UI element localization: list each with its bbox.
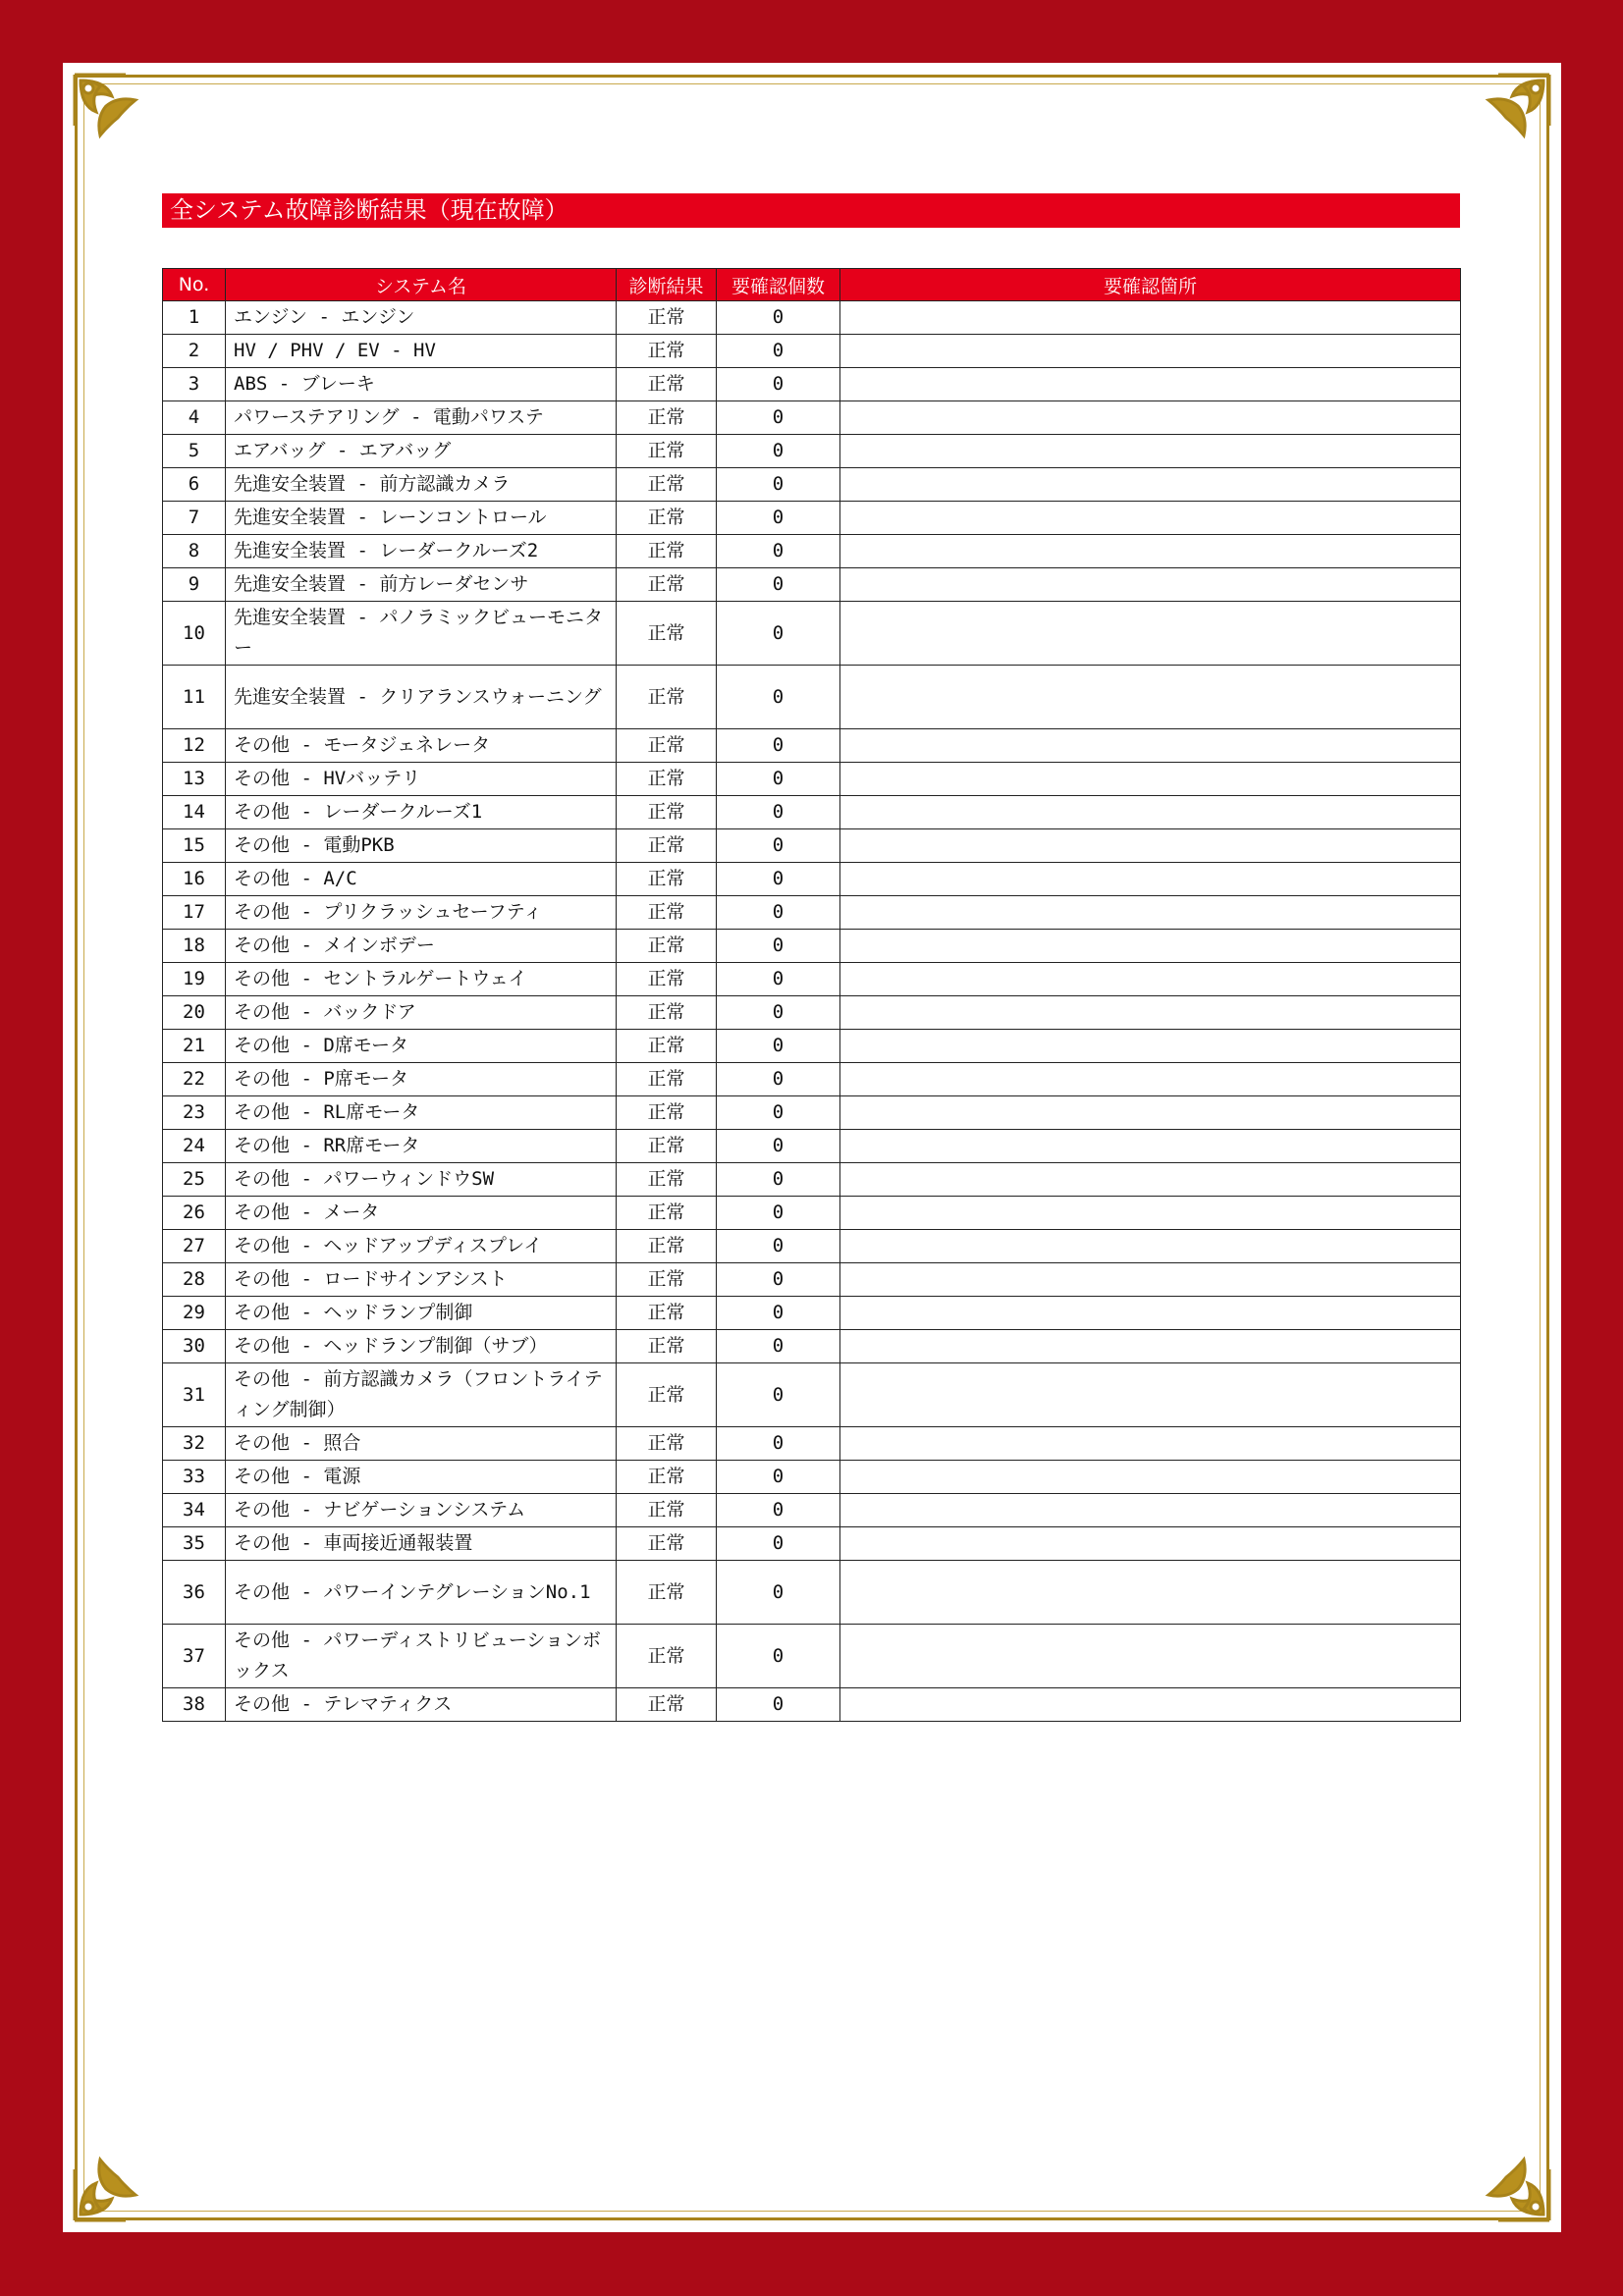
cell-system-name: その他 - A/C xyxy=(226,863,617,896)
cell-check-count: 0 xyxy=(717,729,840,763)
cell-no: 2 xyxy=(163,335,226,368)
table-row xyxy=(163,829,1461,863)
cell-system-name: その他 - パワーディストリビューションボックス xyxy=(226,1625,617,1688)
table-row xyxy=(163,1163,1461,1197)
cell-result: 正常 xyxy=(617,568,717,602)
cell-check-location xyxy=(840,666,1461,729)
table-row xyxy=(163,1063,1461,1096)
cell-system-name: その他 - 前方認識カメラ（フロントライティング制御） xyxy=(226,1363,617,1427)
cell-check-location xyxy=(840,368,1461,401)
header-result: 診断結果 xyxy=(617,269,717,301)
diagnosis-table xyxy=(162,268,1461,1722)
cell-no: 33 xyxy=(163,1461,226,1494)
corner-ornament-icon xyxy=(1467,67,1557,157)
cell-check-location xyxy=(840,1330,1461,1363)
cell-no: 17 xyxy=(163,896,226,930)
cell-no: 35 xyxy=(163,1527,226,1561)
cell-result: 正常 xyxy=(617,502,717,535)
cell-system-name: その他 - セントラルゲートウェイ xyxy=(226,963,617,996)
cell-no: 6 xyxy=(163,468,226,502)
table-row xyxy=(163,963,1461,996)
cell-result: 正常 xyxy=(617,763,717,796)
cell-check-count: 0 xyxy=(717,963,840,996)
cell-system-name: その他 - 電動PKB xyxy=(226,829,617,863)
cell-system-name: その他 - プリクラッシュセーフティ xyxy=(226,896,617,930)
cell-check-count: 0 xyxy=(717,1163,840,1197)
corner-ornament-icon xyxy=(67,67,157,157)
corner-ornament-icon xyxy=(67,2138,157,2228)
cell-result: 正常 xyxy=(617,335,717,368)
cell-check-location xyxy=(840,763,1461,796)
cell-check-count: 0 xyxy=(717,1561,840,1625)
cell-check-count: 0 xyxy=(717,1527,840,1561)
cell-check-location xyxy=(840,1427,1461,1461)
header-system-name: システム名 xyxy=(226,269,617,301)
cell-check-location xyxy=(840,930,1461,963)
cell-result: 正常 xyxy=(617,435,717,468)
cell-check-count: 0 xyxy=(717,1461,840,1494)
cell-check-location xyxy=(840,729,1461,763)
cell-check-location xyxy=(840,1096,1461,1130)
cell-check-count: 0 xyxy=(717,1063,840,1096)
cell-no: 10 xyxy=(163,602,226,666)
cell-result: 正常 xyxy=(617,1527,717,1561)
table-row xyxy=(163,535,1461,568)
cell-result: 正常 xyxy=(617,1130,717,1163)
cell-check-count: 0 xyxy=(717,1330,840,1363)
cell-check-location xyxy=(840,829,1461,863)
cell-check-count: 0 xyxy=(717,930,840,963)
cell-check-location xyxy=(840,335,1461,368)
cell-system-name: その他 - モータジェネレータ xyxy=(226,729,617,763)
cell-result: 正常 xyxy=(617,863,717,896)
cell-check-count: 0 xyxy=(717,1363,840,1427)
cell-system-name: 先進安全装置 - パノラミックビューモニター xyxy=(226,602,617,666)
page-title: 全システム故障診断結果（現在故障） xyxy=(162,193,1460,228)
cell-result: 正常 xyxy=(617,963,717,996)
table-row xyxy=(163,1030,1461,1063)
cell-check-location xyxy=(840,796,1461,829)
cell-check-count: 0 xyxy=(717,568,840,602)
cell-system-name: エアバッグ - エアバッグ xyxy=(226,435,617,468)
cell-result: 正常 xyxy=(617,930,717,963)
table-row xyxy=(163,602,1461,666)
cell-no: 38 xyxy=(163,1688,226,1722)
cell-check-count: 0 xyxy=(717,666,840,729)
table-row xyxy=(163,468,1461,502)
cell-no: 25 xyxy=(163,1163,226,1197)
cell-system-name: その他 - 照合 xyxy=(226,1427,617,1461)
cell-result: 正常 xyxy=(617,1494,717,1527)
cell-check-count: 0 xyxy=(717,1494,840,1527)
cell-check-location xyxy=(840,1561,1461,1625)
cell-check-count: 0 xyxy=(717,1230,840,1263)
cell-check-location xyxy=(840,1197,1461,1230)
cell-system-name: その他 - ヘッドランプ制御（サブ） xyxy=(226,1330,617,1363)
cell-no: 31 xyxy=(163,1363,226,1427)
cell-check-count: 0 xyxy=(717,435,840,468)
cell-check-count: 0 xyxy=(717,1263,840,1297)
cell-system-name: 先進安全装置 - 前方認識カメラ xyxy=(226,468,617,502)
cell-check-location xyxy=(840,1163,1461,1197)
table-row xyxy=(163,368,1461,401)
cell-result: 正常 xyxy=(617,1063,717,1096)
cell-check-count: 0 xyxy=(717,368,840,401)
cell-system-name: その他 - 電源 xyxy=(226,1461,617,1494)
cell-check-location xyxy=(840,1461,1461,1494)
cell-system-name: その他 - バックドア xyxy=(226,996,617,1030)
table-row xyxy=(163,1688,1461,1722)
cell-check-location xyxy=(840,301,1461,335)
table-row xyxy=(163,863,1461,896)
cell-no: 29 xyxy=(163,1297,226,1330)
cell-check-count: 0 xyxy=(717,1688,840,1722)
cell-no: 9 xyxy=(163,568,226,602)
cell-system-name: エンジン - エンジン xyxy=(226,301,617,335)
header-no: No. xyxy=(163,269,226,301)
cell-check-location xyxy=(840,1063,1461,1096)
cell-result: 正常 xyxy=(617,1461,717,1494)
cell-result: 正常 xyxy=(617,796,717,829)
table-row xyxy=(163,1494,1461,1527)
cell-system-name: その他 - RL席モータ xyxy=(226,1096,617,1130)
table-row xyxy=(163,1130,1461,1163)
table-row xyxy=(163,1197,1461,1230)
cell-check-count: 0 xyxy=(717,1096,840,1130)
table-row xyxy=(163,1561,1461,1625)
cell-result: 正常 xyxy=(617,1363,717,1427)
cell-no: 34 xyxy=(163,1494,226,1527)
header-check-count: 要確認個数 xyxy=(717,269,840,301)
cell-check-location xyxy=(840,1688,1461,1722)
cell-system-name: ABS - ブレーキ xyxy=(226,368,617,401)
cell-no: 36 xyxy=(163,1561,226,1625)
cell-system-name: その他 - メータ xyxy=(226,1197,617,1230)
cell-system-name: 先進安全装置 - レーダークルーズ2 xyxy=(226,535,617,568)
cell-no: 24 xyxy=(163,1130,226,1163)
cell-no: 13 xyxy=(163,763,226,796)
cell-no: 4 xyxy=(163,401,226,435)
cell-system-name: その他 - ナビゲーションシステム xyxy=(226,1494,617,1527)
cell-no: 20 xyxy=(163,996,226,1030)
cell-check-location xyxy=(840,1263,1461,1297)
table-row xyxy=(163,996,1461,1030)
cell-no: 30 xyxy=(163,1330,226,1363)
cell-no: 27 xyxy=(163,1230,226,1263)
cell-result: 正常 xyxy=(617,896,717,930)
cell-result: 正常 xyxy=(617,301,717,335)
cell-check-location xyxy=(840,502,1461,535)
cell-check-location xyxy=(840,963,1461,996)
table-row xyxy=(163,1427,1461,1461)
cell-result: 正常 xyxy=(617,401,717,435)
cell-result: 正常 xyxy=(617,829,717,863)
cell-check-count: 0 xyxy=(717,1625,840,1688)
header-check-location: 要確認箇所 xyxy=(840,269,1461,301)
table-row xyxy=(163,763,1461,796)
cell-no: 7 xyxy=(163,502,226,535)
cell-result: 正常 xyxy=(617,666,717,729)
cell-check-count: 0 xyxy=(717,863,840,896)
cell-system-name: 先進安全装置 - 前方レーダセンサ xyxy=(226,568,617,602)
cell-check-location xyxy=(840,1130,1461,1163)
report-page xyxy=(63,63,1561,2232)
cell-check-count: 0 xyxy=(717,1427,840,1461)
cell-check-count: 0 xyxy=(717,335,840,368)
cell-check-count: 0 xyxy=(717,468,840,502)
cell-result: 正常 xyxy=(617,1163,717,1197)
cell-check-location xyxy=(840,401,1461,435)
cell-system-name: その他 - P席モータ xyxy=(226,1063,617,1096)
table-row xyxy=(163,1625,1461,1688)
cell-no: 26 xyxy=(163,1197,226,1230)
cell-system-name: その他 - テレマティクス xyxy=(226,1688,617,1722)
table-body xyxy=(163,301,1461,1722)
cell-check-count: 0 xyxy=(717,1297,840,1330)
table-row xyxy=(163,401,1461,435)
cell-no: 14 xyxy=(163,796,226,829)
cell-check-location xyxy=(840,1625,1461,1688)
table-row xyxy=(163,1330,1461,1363)
cell-system-name: パワーステアリング - 電動パワステ xyxy=(226,401,617,435)
cell-result: 正常 xyxy=(617,368,717,401)
cell-check-location xyxy=(840,863,1461,896)
table-row xyxy=(163,1297,1461,1330)
table-row xyxy=(163,1230,1461,1263)
cell-no: 23 xyxy=(163,1096,226,1130)
cell-system-name: その他 - ヘッドアップディスプレイ xyxy=(226,1230,617,1263)
cell-check-location xyxy=(840,896,1461,930)
table-row xyxy=(163,1527,1461,1561)
cell-result: 正常 xyxy=(617,1625,717,1688)
cell-check-location xyxy=(840,1030,1461,1063)
cell-result: 正常 xyxy=(617,729,717,763)
table-row xyxy=(163,502,1461,535)
table-row xyxy=(163,729,1461,763)
cell-no: 5 xyxy=(163,435,226,468)
cell-no: 22 xyxy=(163,1063,226,1096)
cell-system-name: 先進安全装置 - レーンコントロール xyxy=(226,502,617,535)
cell-check-count: 0 xyxy=(717,1197,840,1230)
table-row xyxy=(163,666,1461,729)
cell-check-count: 0 xyxy=(717,1030,840,1063)
cell-result: 正常 xyxy=(617,1263,717,1297)
cell-check-count: 0 xyxy=(717,1130,840,1163)
cell-no: 11 xyxy=(163,666,226,729)
cell-no: 28 xyxy=(163,1263,226,1297)
cell-result: 正常 xyxy=(617,602,717,666)
cell-result: 正常 xyxy=(617,1230,717,1263)
cell-check-location xyxy=(840,996,1461,1030)
cell-result: 正常 xyxy=(617,1096,717,1130)
cell-check-count: 0 xyxy=(717,796,840,829)
cell-check-location xyxy=(840,1363,1461,1427)
corner-ornament-icon xyxy=(1467,2138,1557,2228)
cell-no: 21 xyxy=(163,1030,226,1063)
table-row xyxy=(163,930,1461,963)
cell-system-name: その他 - HVバッテリ xyxy=(226,763,617,796)
cell-check-location xyxy=(840,435,1461,468)
cell-no: 16 xyxy=(163,863,226,896)
cell-check-location xyxy=(840,535,1461,568)
cell-no: 1 xyxy=(163,301,226,335)
cell-no: 18 xyxy=(163,930,226,963)
cell-no: 15 xyxy=(163,829,226,863)
cell-check-count: 0 xyxy=(717,896,840,930)
cell-check-location xyxy=(840,1230,1461,1263)
cell-check-location xyxy=(840,1527,1461,1561)
cell-no: 32 xyxy=(163,1427,226,1461)
cell-no: 3 xyxy=(163,368,226,401)
cell-no: 19 xyxy=(163,963,226,996)
table-header-row xyxy=(163,269,1461,301)
cell-system-name: その他 - 車両接近通報装置 xyxy=(226,1527,617,1561)
cell-result: 正常 xyxy=(617,996,717,1030)
table-row xyxy=(163,301,1461,335)
cell-system-name: HV / PHV / EV - HV xyxy=(226,335,617,368)
cell-result: 正常 xyxy=(617,1427,717,1461)
cell-system-name: その他 - RR席モータ xyxy=(226,1130,617,1163)
cell-check-location xyxy=(840,568,1461,602)
cell-no: 37 xyxy=(163,1625,226,1688)
cell-result: 正常 xyxy=(617,1688,717,1722)
table-row xyxy=(163,896,1461,930)
cell-check-location xyxy=(840,1297,1461,1330)
cell-result: 正常 xyxy=(617,535,717,568)
cell-result: 正常 xyxy=(617,1030,717,1063)
cell-check-count: 0 xyxy=(717,602,840,666)
cell-system-name: その他 - パワーウィンドウSW xyxy=(226,1163,617,1197)
cell-system-name: その他 - レーダークルーズ1 xyxy=(226,796,617,829)
cell-check-count: 0 xyxy=(717,502,840,535)
cell-result: 正常 xyxy=(617,1561,717,1625)
table-row xyxy=(163,1096,1461,1130)
cell-system-name: その他 - メインボデー xyxy=(226,930,617,963)
cell-result: 正常 xyxy=(617,1297,717,1330)
cell-check-count: 0 xyxy=(717,996,840,1030)
table-row xyxy=(163,796,1461,829)
table-row xyxy=(163,1363,1461,1427)
table-row xyxy=(163,335,1461,368)
table-row xyxy=(163,435,1461,468)
table-row xyxy=(163,1263,1461,1297)
cell-result: 正常 xyxy=(617,468,717,502)
cell-system-name: その他 - ロードサインアシスト xyxy=(226,1263,617,1297)
cell-check-count: 0 xyxy=(717,763,840,796)
table-row xyxy=(163,568,1461,602)
cell-check-location xyxy=(840,468,1461,502)
table-row xyxy=(163,1461,1461,1494)
cell-system-name: その他 - ヘッドランプ制御 xyxy=(226,1297,617,1330)
cell-result: 正常 xyxy=(617,1330,717,1363)
cell-no: 8 xyxy=(163,535,226,568)
cell-no: 12 xyxy=(163,729,226,763)
cell-result: 正常 xyxy=(617,1197,717,1230)
cell-check-count: 0 xyxy=(717,535,840,568)
cell-check-count: 0 xyxy=(717,301,840,335)
cell-check-count: 0 xyxy=(717,829,840,863)
cell-system-name: その他 - パワーインテグレーションNo.1 xyxy=(226,1561,617,1625)
cell-check-location xyxy=(840,1494,1461,1527)
cell-system-name: その他 - D席モータ xyxy=(226,1030,617,1063)
cell-system-name: 先進安全装置 - クリアランスウォーニング xyxy=(226,666,617,729)
cell-check-count: 0 xyxy=(717,401,840,435)
cell-check-location xyxy=(840,602,1461,666)
